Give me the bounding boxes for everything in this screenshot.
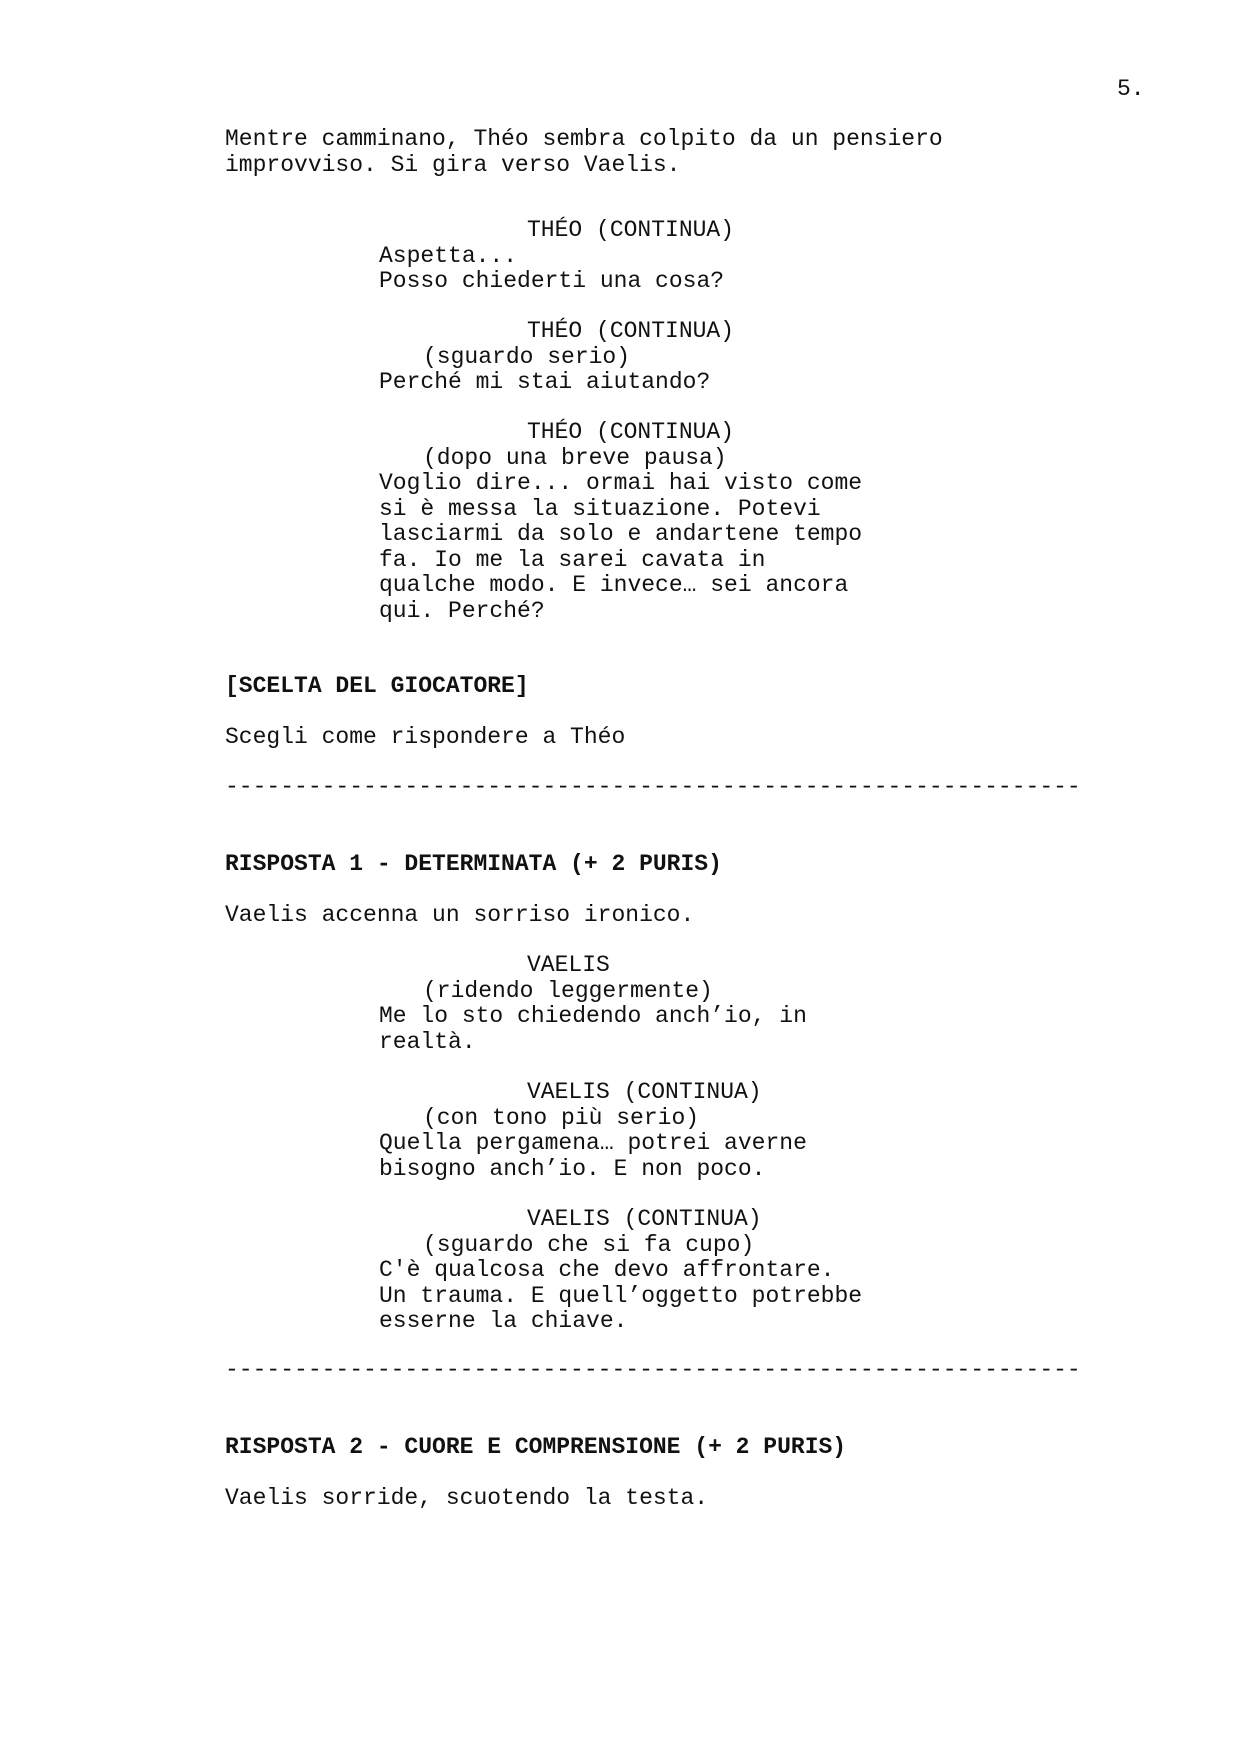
choice-prompt: Scegli come rispondere a Théo	[225, 724, 626, 750]
response-2-action: Vaelis sorride, scuotendo la testa.	[225, 1485, 709, 1511]
character-name: VAELIS (CONTINUA)	[527, 1079, 762, 1105]
dialogue-line: bisogno anch’io. E non poco.	[379, 1155, 766, 1182]
dialogue-line: lasciarmi da solo e andartene tempo	[379, 521, 863, 547]
response-1-action: Vaelis accenna un sorriso ironico.	[225, 902, 695, 928]
separator: --------------------------------------------------------------	[225, 774, 1081, 800]
intro-action	[225, 127, 943, 178]
dialogue-block-vaelis-1	[379, 953, 807, 1055]
dialogue-line: qui. Perché?	[379, 597, 545, 624]
dialogue-line: Posso chiederti una cosa?	[379, 268, 725, 294]
parenthetical: (sguardo che si fa cupo)	[423, 1231, 755, 1258]
dialogue-block-vaelis-2	[379, 1080, 807, 1182]
action-line: Mentre camminano, Théo sembra colpito da un pensiero	[225, 126, 943, 152]
character-name: VAELIS	[527, 952, 610, 978]
separator: --------------------------------------------------------------	[225, 1357, 1081, 1383]
parenthetical: (ridendo leggermente)	[423, 977, 713, 1004]
dialogue-line: Aspetta...	[379, 242, 518, 269]
choice-heading: [SCELTA DEL GIOCATORE]	[225, 673, 529, 699]
dialogue-block-vaelis-3	[379, 1207, 862, 1335]
dialogue-line: Me lo sto chiedendo anch’io, in	[379, 1003, 807, 1029]
action-line: improvviso. Si gira verso Vaelis.	[225, 151, 681, 178]
character-name: THÉO (CONTINUA)	[527, 217, 735, 243]
dialogue-line: realtà.	[379, 1028, 476, 1055]
response-2-heading: RISPOSTA 2 - CUORE E COMPRENSIONE (+ 2 PURIS)	[225, 1434, 847, 1460]
dialogue-line: Perché mi stai aiutando?	[379, 369, 711, 395]
parenthetical: (dopo una breve pausa)	[423, 444, 727, 471]
dialogue-line: Voglio dire... ormai hai visto come	[379, 470, 863, 496]
character-name: THÉO (CONTINUA)	[527, 419, 735, 445]
dialogue-block-theo-1	[379, 218, 734, 295]
character-name: THÉO (CONTINUA)	[527, 318, 735, 344]
dialogue-line: Un trauma. E quell’oggetto potrebbe	[379, 1282, 863, 1309]
dialogue-line: esserne la chiave.	[379, 1308, 628, 1334]
parenthetical: (con tono più serio)	[423, 1104, 700, 1131]
dialogue-line: si è messa la situazione. Potevi	[379, 495, 821, 522]
dialogue-line: C'è qualcosa che devo affrontare.	[379, 1257, 835, 1283]
character-name: VAELIS (CONTINUA)	[527, 1206, 762, 1232]
page-number: 5.	[1117, 76, 1145, 102]
dialogue-line: fa. Io me la sarei cavata in	[379, 546, 766, 573]
dialogue-block-theo-2	[379, 319, 734, 396]
parenthetical: (sguardo serio)	[423, 343, 631, 370]
dialogue-line: qualche modo. E invece… sei ancora	[379, 572, 849, 598]
dialogue-block-theo-3	[379, 420, 862, 624]
dialogue-line: Quella pergamena… potrei averne	[379, 1130, 807, 1156]
response-1-heading: RISPOSTA 1 - DETERMINATA (+ 2 PURIS)	[225, 851, 722, 877]
